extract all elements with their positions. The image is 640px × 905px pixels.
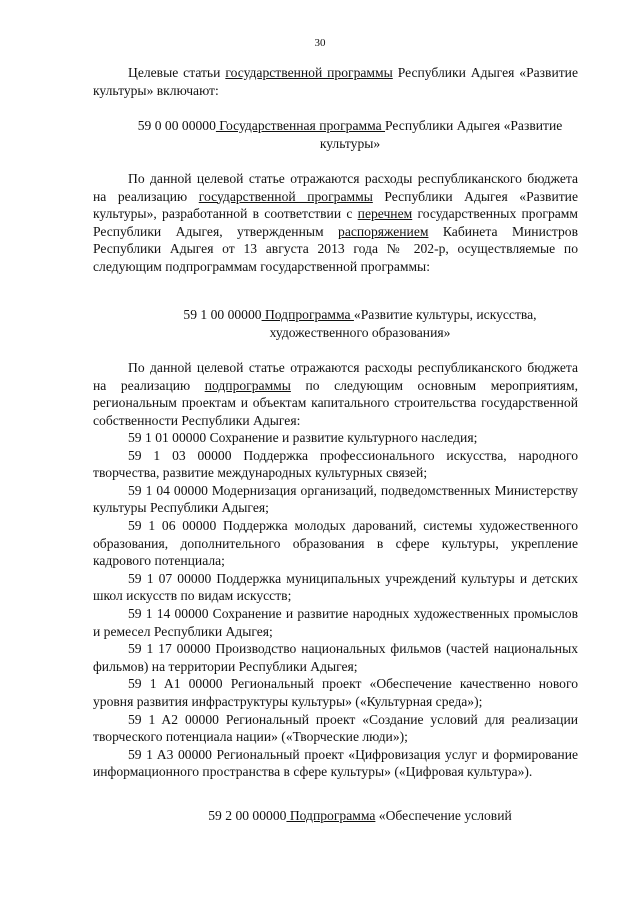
heading-code: 59 2 00 00000 [208, 808, 287, 823]
heading-subprogram-1: 59 1 00 00000 Подпрограмма «Развитие культуры, искусства, художественного образования» [183, 307, 537, 340]
items-list [93, 429, 578, 781]
state-program-paragraph: По данной целевой статье отражаются расходы республиканского бюджета на реализацию государственной программы Республики Адыгея «Развитие культуры», разработанной в соответствии с перечнем государственных программ Республики Адыгея, утвержденным распоряжением Кабинета Министров Республики Адыгея от 13 августа 2013 года № 202-р, осуществляемые по следующим подпрограммам государственной программы: [93, 171, 579, 274]
heading-code: 59 0 00 00000 [137, 118, 216, 133]
list-item: 59 1 14 00000 Сохранение и развитие народных художественных промыслов и ремесел Республики Адыгея; [93, 605, 578, 639]
subprogram-heading-link[interactable]: Подпрограмма [261, 307, 354, 322]
state-program-heading-link[interactable]: Государственная программа [215, 118, 386, 133]
list-item: 59 1 A2 00000 Региональный проект «Создание условий для реализации творческого потенциала нации» («Творческие люди»); [93, 711, 578, 745]
heading-code: 59 1 00 00000 [183, 307, 262, 322]
page-number: 30 [314, 37, 326, 49]
list-link[interactable]: перечнем [357, 206, 413, 222]
list-item: 59 1 04 00000 Модернизация организаций, подведомственных Министерству культуры Республики Адыгея; [93, 482, 578, 516]
list-item: 59 1 01 00000 Сохранение и развитие культурного наследия; [128, 430, 478, 445]
state-program-link-2[interactable]: государственной программы [198, 188, 373, 204]
list-item: 59 1 A3 00000 Региональный проект «Цифровизация услуг и формирование информационного пространства в сфере культуры» («Цифровая культура»). [93, 746, 578, 780]
list-item: 59 1 07 00000 Поддержка муниципальных учреждений культуры и детских школ искусств по видам искусств; [93, 570, 578, 604]
subprogram-link[interactable]: подпрограммы [204, 377, 291, 393]
subprogram-paragraph: По данной целевой статье отражаются расходы республиканского бюджета на реализацию подпрограммы по следующим основным мероприятиям, региональным проектам и объектам капитального строительства государственной собственности Республики Адыгея: [93, 360, 578, 428]
intro-paragraph: Целевые статьи государственной программы Республики Адыгея «Развитие культуры» включают: [93, 65, 578, 98]
list-item: 59 1 A1 00000 Региональный проект «Обеспечение качественно нового уровня развития инфраструктуры культуры» («Культурная среда»); [93, 676, 578, 709]
decree-link[interactable]: распоряжением [338, 223, 429, 239]
list-item: 59 1 03 00000 Поддержка профессионального искусства, народного творчества, развитие международных культурных связей; [93, 447, 578, 481]
state-program-link[interactable]: государственной программы [225, 65, 393, 80]
heading-state-program: 59 0 00 00000 Государственная программа Республики Адыгея «Развитие культуры» [137, 118, 563, 151]
heading-subprogram-2: 59 2 00 00000 Подпрограмма «Обеспечение условий [208, 808, 512, 823]
list-item: 59 1 17 00000 Производство национальных фильмов (частей национальных фильмов) на территории Республики Адыгея; [93, 641, 578, 674]
list-item: 59 1 06 00000 Поддержка молодых дарований, системы художественного образования, дополнительного образования в сфере культуры, укрепление кадрового потенциала; [93, 517, 578, 569]
subprogram-2-heading-link[interactable]: Подпрограмма [286, 808, 376, 823]
